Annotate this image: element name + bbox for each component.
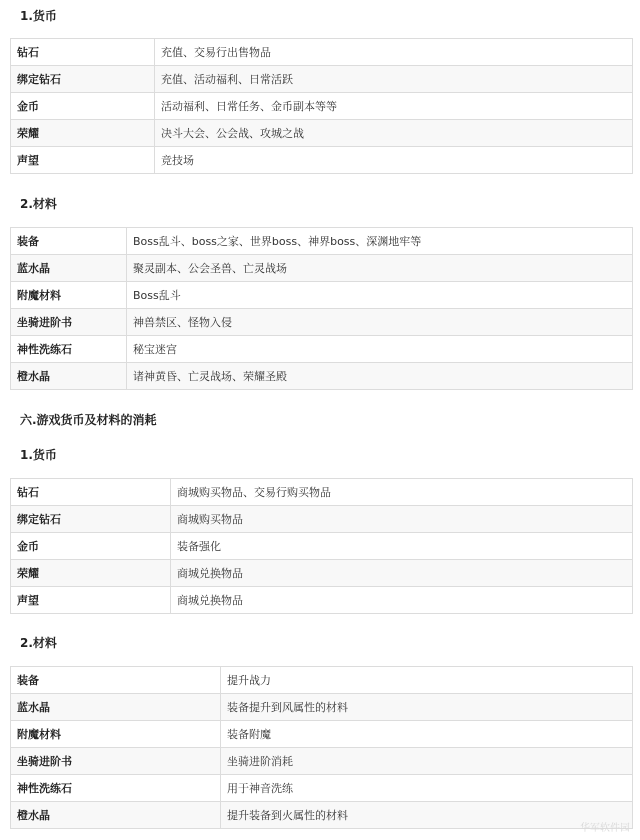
table-row [11, 721, 633, 748]
income-currency-table [10, 38, 633, 174]
table-row [11, 667, 633, 694]
row-key: 橙水晶 [11, 802, 221, 829]
chapter-heading-consumption: 六.游戏货币及材料的消耗 [20, 413, 157, 427]
row-value: 神兽禁区、怪物入侵 [127, 309, 633, 336]
row-value: 提升装备到火属性的材料 [221, 802, 633, 829]
row-value: 诸神黄昏、亡灵战场、荣耀圣殿 [127, 363, 633, 390]
row-key: 蓝水晶 [11, 694, 221, 721]
row-key: 绑定钻石 [11, 506, 171, 533]
row-key: 钻石 [11, 479, 171, 506]
row-key: 装备 [11, 228, 127, 255]
row-value: 充值、活动福利、日常活跃 [155, 66, 633, 93]
section-heading-income-materials: 2.材料 [20, 197, 57, 211]
row-value: 商城兑换物品 [171, 560, 633, 587]
section-heading-consumption-materials: 2.材料 [20, 636, 57, 650]
table-row [11, 694, 633, 721]
row-value: 商城购买物品、交易行购买物品 [171, 479, 633, 506]
consumption-materials-table [10, 666, 633, 829]
table-row [11, 775, 633, 802]
table-row [11, 93, 633, 120]
row-key: 声望 [11, 587, 171, 614]
row-value: 秘宝迷宫 [127, 336, 633, 363]
row-value: 决斗大会、公会战、攻城之战 [155, 120, 633, 147]
row-key: 蓝水晶 [11, 255, 127, 282]
income-materials-table [10, 227, 633, 390]
table-row [11, 228, 633, 255]
table-row [11, 587, 633, 614]
row-value: 竞技场 [155, 147, 633, 174]
row-key: 橙水晶 [11, 363, 127, 390]
row-value: 提升战力 [221, 667, 633, 694]
table-row [11, 748, 633, 775]
row-key: 金币 [11, 93, 155, 120]
row-key: 神性洗练石 [11, 775, 221, 802]
table-row [11, 363, 633, 390]
row-key: 附魔材料 [11, 721, 221, 748]
row-key: 荣耀 [11, 560, 171, 587]
row-key: 绑定钻石 [11, 66, 155, 93]
table-row [11, 255, 633, 282]
row-key: 神性洗练石 [11, 336, 127, 363]
row-key: 附魔材料 [11, 282, 127, 309]
table-row [11, 147, 633, 174]
table-row [11, 120, 633, 147]
consumption-currency-table [10, 478, 633, 614]
row-value: 装备强化 [171, 533, 633, 560]
row-key: 荣耀 [11, 120, 155, 147]
watermark: 华军软件园 [580, 823, 630, 834]
table-row [11, 560, 633, 587]
row-key: 声望 [11, 147, 155, 174]
table-row [11, 506, 633, 533]
table-row [11, 66, 633, 93]
row-value: 装备附魔 [221, 721, 633, 748]
row-value: 充值、交易行出售物品 [155, 39, 633, 66]
row-value: 用于神音洗练 [221, 775, 633, 802]
row-key: 金币 [11, 533, 171, 560]
section-heading-income-currency: 1.货币 [20, 9, 57, 23]
row-value: 装备提升到风属性的材料 [221, 694, 633, 721]
row-value: 商城购买物品 [171, 506, 633, 533]
row-key: 坐骑进阶书 [11, 309, 127, 336]
row-value: 坐骑进阶消耗 [221, 748, 633, 775]
row-key: 钻石 [11, 39, 155, 66]
table-row [11, 533, 633, 560]
table-row [11, 802, 633, 829]
row-value: Boss乱斗、boss之家、世界boss、神界boss、深渊地牢等 [127, 228, 633, 255]
table-row [11, 282, 633, 309]
row-value: 聚灵副本、公会圣兽、亡灵战场 [127, 255, 633, 282]
table-row [11, 309, 633, 336]
row-key: 装备 [11, 667, 221, 694]
row-key: 坐骑进阶书 [11, 748, 221, 775]
table-row [11, 336, 633, 363]
row-value: 活动福利、日常任务、金币副本等等 [155, 93, 633, 120]
table-row [11, 39, 633, 66]
section-heading-consumption-currency: 1.货币 [20, 448, 57, 462]
row-value: Boss乱斗 [127, 282, 633, 309]
row-value: 商城兑换物品 [171, 587, 633, 614]
table-row [11, 479, 633, 506]
